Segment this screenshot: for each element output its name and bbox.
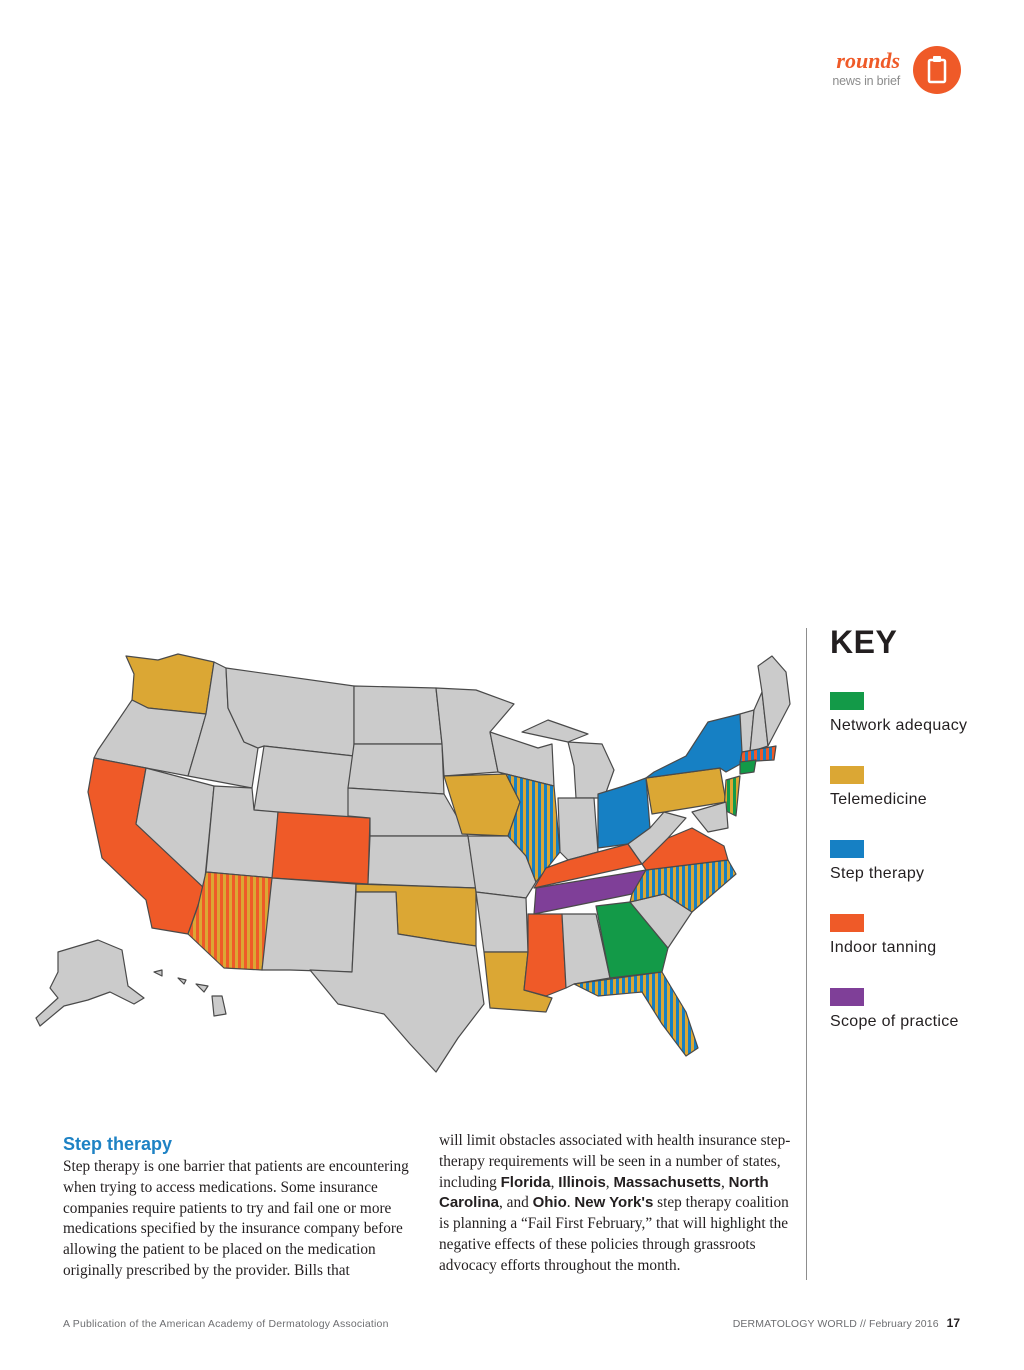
- key-label: Scope of practice: [830, 1013, 959, 1030]
- text-run: will limit obstacles associated with health insurance step-therapy requirements will be seen in a number of states, including: [439, 1132, 791, 1191]
- state-florida: [574, 972, 698, 1056]
- state-kansas: [368, 836, 476, 888]
- state-mississippi: [524, 914, 566, 996]
- key-swatch: [830, 766, 864, 784]
- section-title: rounds: [836, 48, 900, 73]
- key-item-step-therapy: [830, 840, 1010, 883]
- page-number: 17: [946, 1316, 960, 1330]
- text-run: ,: [550, 1173, 559, 1191]
- state-connecticut: [740, 760, 756, 774]
- us-map-svg: [28, 652, 798, 1082]
- text-run: .: [566, 1194, 575, 1212]
- footer-folio: [733, 1316, 960, 1330]
- key-label: Step therapy: [830, 865, 925, 882]
- key-label: Network adequacy: [830, 717, 968, 734]
- key-divider: [806, 628, 807, 1280]
- state-wyoming: [254, 746, 354, 820]
- state-name: Illinois: [558, 1173, 606, 1191]
- article-column-2: [439, 1131, 795, 1277]
- state-arkansas: [476, 892, 528, 952]
- text-run: ,: [605, 1173, 614, 1191]
- state-name: Massachusetts: [613, 1173, 722, 1191]
- state-new-mexico: [262, 878, 356, 972]
- state-name: New York's: [574, 1194, 654, 1212]
- key-label: Telemedicine: [830, 791, 927, 808]
- article-paragraph-1: Step therapy is one barrier that patients are encountering when trying to access medications. Some insurance companies require patients to try and fail one or more medications specified by the insurance company before allowing the patient to be placed on the medication originally prescribed by the provider. Bills that: [63, 1158, 409, 1279]
- footer-publication: DERMATOLOGY WORLD // February 2016: [732, 1318, 939, 1330]
- state-north-dakota: [354, 686, 442, 744]
- key-item-indoor-tanning: [830, 914, 1010, 957]
- key-item-telemedicine: [830, 766, 1010, 809]
- section-brand: [832, 50, 900, 89]
- key-swatch: [830, 692, 864, 710]
- state-montana: [226, 668, 354, 756]
- state-colorado: [272, 812, 370, 884]
- state-name: Florida: [500, 1173, 551, 1191]
- state-name: Ohio: [532, 1194, 567, 1212]
- key-swatch: [830, 840, 864, 858]
- footer-publisher: A Publication of the American Academy of Dermatology Association: [63, 1318, 389, 1330]
- key-label: Indoor tanning: [830, 939, 937, 956]
- section-subtitle: news in brief: [832, 74, 900, 88]
- key-swatch: [830, 988, 864, 1006]
- text-run: ,: [721, 1173, 729, 1191]
- state-south-dakota: [348, 744, 444, 794]
- key-item-network-adequacy: [830, 692, 1010, 735]
- state-indiana: [558, 798, 598, 860]
- state-name: North Carolina: [439, 1173, 769, 1212]
- text-run: step therapy coalition is planning a “Fail First February,” that will highlight the negative effects of these policies through grassroots advocacy efforts throughout the month.: [439, 1194, 789, 1274]
- state-alaska: [36, 940, 144, 1026]
- key-title: KEY: [830, 624, 898, 660]
- state-hawaii: [154, 970, 226, 1016]
- article-paragraph-2: [439, 1131, 795, 1277]
- article-heading: Step therapy: [63, 1134, 173, 1154]
- article-column-1: [63, 1133, 417, 1282]
- state-new-york: [646, 714, 744, 778]
- key-swatch: [830, 914, 864, 932]
- key-item-scope-of-practice: [830, 988, 1010, 1031]
- clipboard-icon: [913, 46, 961, 94]
- text-run: , and: [499, 1194, 533, 1212]
- us-state-legislation-map: [28, 652, 798, 1082]
